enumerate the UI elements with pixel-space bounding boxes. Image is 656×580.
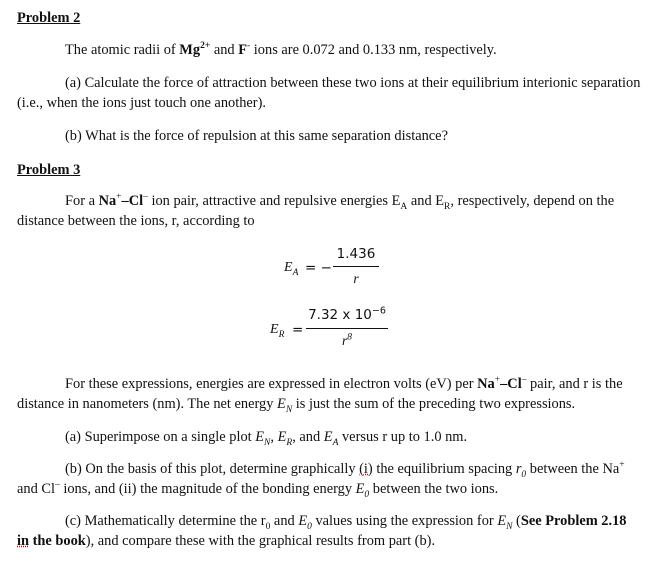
- equation-r-lhs: $E_R$: [270, 322, 285, 340]
- equation-r-denominator: $r^8$: [341, 332, 352, 348]
- problem-3-heading: Problem 3: [17, 162, 81, 178]
- equation-a-denominator: r: [353, 271, 359, 286]
- problem-2-heading: Problem 2: [17, 10, 81, 26]
- equation-a-numerator: 1.436: [336, 246, 376, 262]
- problem-3-intro: For a Na+–Cl– ion pair, attractive and repulsive energies $E_A$ and $E_R$, respectively, depend on the distance between the ions, r, according to: [17, 192, 615, 229]
- equation-a-lhs: $E_A$: [284, 260, 299, 278]
- problem-3-part-b: (b) On the basis of this plot, determine graphically (i) the equilibrium spacing $r_0$ between the Na+ and Cl– ions, and (ii) the magnitude of the bonding energy $E_0$ between the two ions.: [17, 460, 625, 500]
- equation-r-numerator: 7.32 x $10^{-6}$: [308, 305, 386, 323]
- equation-r-sign: =: [292, 322, 304, 338]
- problem-2-intro: The atomic radii of $Mg^{2+}$ and F- ions are 0.072 and 0.133 nm, respectively.: [65, 41, 497, 58]
- problem-2-part-b: (b) What is the force of repulsion at this same separation distance?: [65, 128, 448, 144]
- equation-a-sign: = −: [305, 260, 332, 276]
- equation-a-fraction-bar: [333, 266, 379, 267]
- problem-3-part-c: (c) Mathematically determine the $r_0$ and $E_0$ values using the expression for $E_N$ (See Problem 2.18 in the book), and compare these with the graphical results from part (b).: [17, 513, 627, 549]
- problem-3-part-a: (a) Superimpose on a single plot $E_N$, $E_R$, and $E_A$ versus r up to 1.0 nm.: [65, 429, 468, 448]
- problem-3-paragraph: For these expressions, energies are expressed in electron volts (eV) per Na+–Cl– pair, and r is the distance in nanometers (nm). The net energy $E_N$ is just the sum of the preceding two expressions.: [17, 375, 623, 415]
- equation-r-fraction-bar: [306, 328, 388, 329]
- problem-2-part-a: (a) Calculate the force of attraction between these two ions at their equilibrium interionic separation (i.e., when the ions just touch one another).: [17, 75, 641, 111]
